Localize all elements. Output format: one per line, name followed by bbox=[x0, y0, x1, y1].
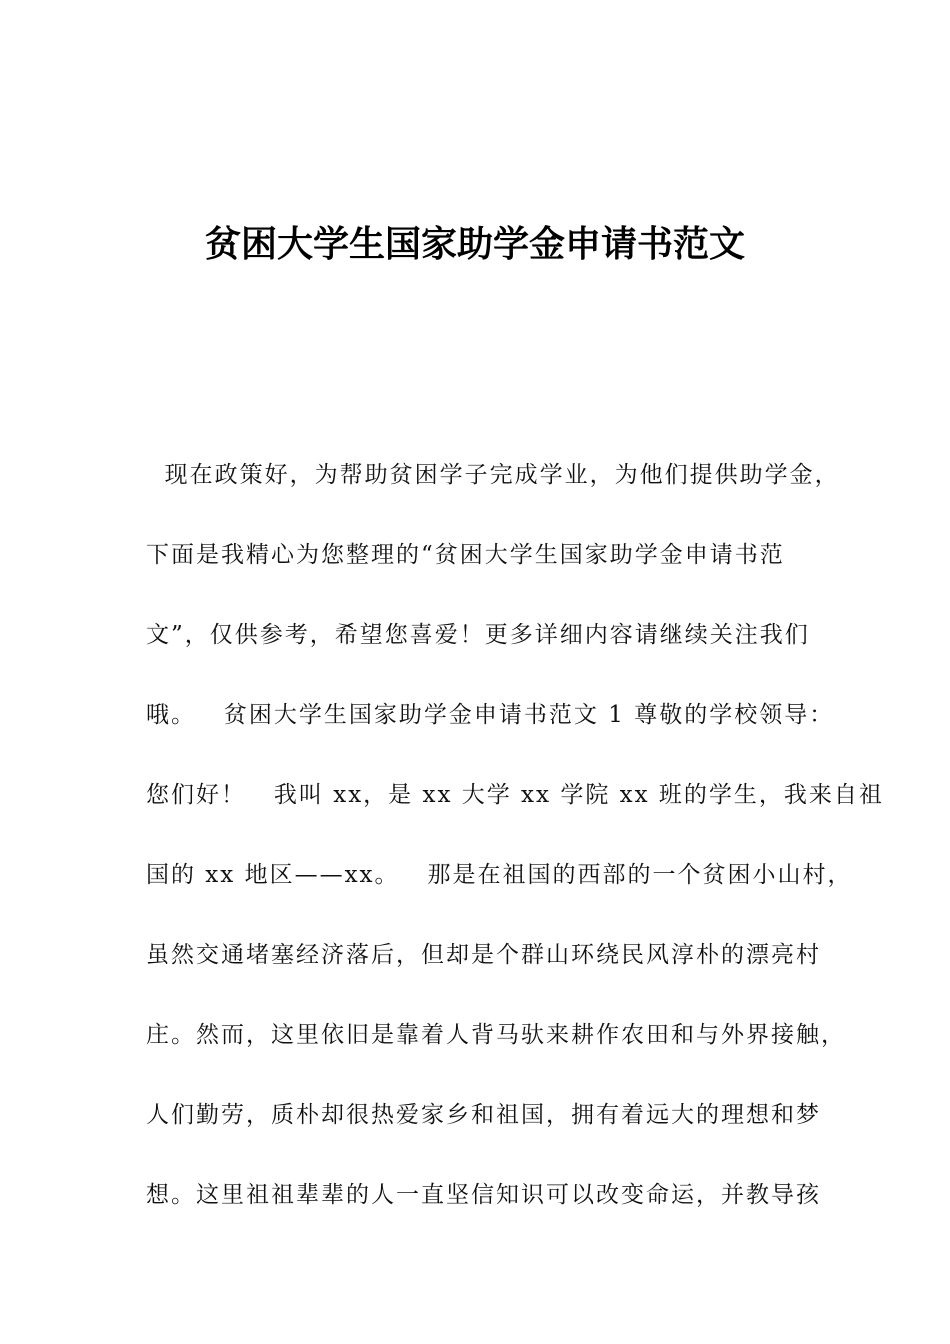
body-line-2: 下面是我精心为您整理的“贫困大学生国家助学金申请书范 bbox=[146, 542, 785, 568]
body-line-10: 想。这里祖祖辈辈的人一直坚信知识可以改变命运，并教导孩 bbox=[146, 1182, 821, 1208]
body-line-3: 文”，仅供参考，希望您喜爱！更多详细内容请继续关注我们 bbox=[146, 622, 810, 648]
body-line-4: 哦。 贫困大学生国家助学金申请书范文 1 尊敬的学校领导： bbox=[146, 702, 835, 728]
body-line-9: 人们勤劳，质朴却很热爱家乡和祖国，拥有着远大的理想和梦 bbox=[146, 1102, 821, 1128]
body-line-8: 庄。然而，这里依旧是靠着人背马驮来耕作农田和与外界接触， bbox=[146, 1022, 846, 1048]
document-title: 贫困大学生国家助学金申请书范文 bbox=[204, 224, 745, 265]
body-line-6: 国的 xx 地区——xx。 那是在祖国的西部的一个贫困小山村， bbox=[146, 862, 853, 888]
body-line-7: 虽然交通堵塞经济落后，但却是个群山环绕民风淳朴的漂亮村 bbox=[146, 942, 821, 968]
body-line-5: 您们好！ 我叫 xx，是 xx 大学 xx 学院 xx 班的学生，我来自祖 bbox=[146, 782, 884, 808]
body-line-1: 现在政策好，为帮助贫困学子完成学业，为他们提供助学金， bbox=[146, 462, 840, 488]
